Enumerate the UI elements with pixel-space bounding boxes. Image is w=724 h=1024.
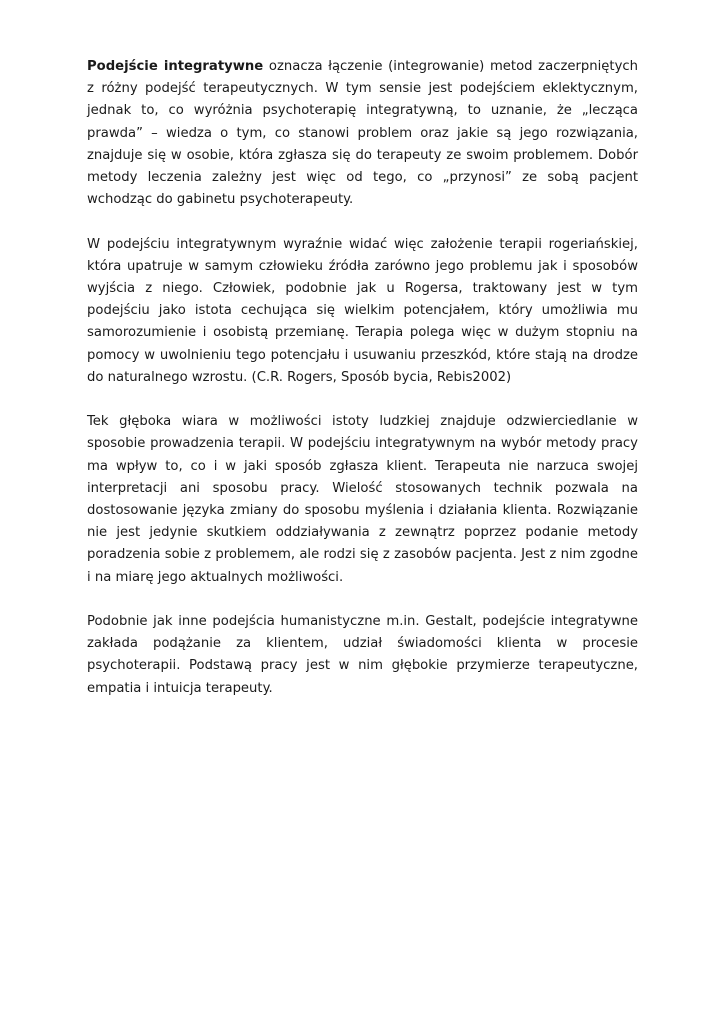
paragraph-4	[87, 611, 638, 700]
paragraph-2	[87, 234, 638, 389]
document-body	[87, 56, 638, 722]
paragraph-2-text: W podejściu integratywnym wyraźnie widać więc założenie terapii rogeriańskiej, która upatruje w samym człowieku źródła zarówno jego problemu jak i sposobów wyjścia z niego. Człowiek, podobnie jak u Rogersa, traktowany jest w tym podejściu jako istota cechująca się wielkim potencjałem, który umożliwia mu samorozumienie i osobistą przemianę. Terapia polega więc w dużym stopniu na pomocy w uwolnieniu tego potencjału i usuwaniu przeszkód, które stają na drodze do naturalnego wzrostu. (C.R. Rogers, Sposób bycia, Rebis2002)	[87, 236, 638, 385]
paragraph-4-text: Podobnie jak inne podejścia humanistyczne m.in. Gestalt, podejście integratywne zakłada podążanie za klientem, udział świadomości klienta w procesie psychoterapii. Podstawą pracy jest w nim głębokie przymierze terapeutyczne, empatia i intuicja terapeuty.	[87, 614, 638, 696]
paragraph-3	[87, 411, 638, 589]
paragraph-1-lead: Podejście integratywne	[87, 59, 264, 74]
paragraph-3-text: Tek głęboka wiara w możliwości istoty ludzkiej znajduje odzwierciedlanie w sposobie prowadzenia terapii. W podejściu integratywnym na wybór metody pracy ma wpływ to, co i w jaki sposób zgłasza klient. Terapeuta nie narzuca swojej interpretacji ani sposobu pracy. Wielość stosowanych technik pozwala na dostosowanie języka zmiany do sposobu myślenia i działania klienta. Rozwiązanie nie jest jedynie skutkiem oddziaływania z zewnątrz poprzez podanie metody poradzenia sobie z problemem, ale rodzi się z zasobów pacjenta. Jest z nim zgodne i na miarę jego aktualnych możliwości.	[87, 414, 638, 585]
paragraph-1	[87, 56, 638, 211]
paragraph-1-text: oznacza łączenie (integrowanie) metod zaczerpniętych z różny podejść terapeutycznych. W tym sensie jest podejściem eklektycznym, jednak to, co wyróżnia psychoterapię integratywną, to uznanie, że „lecząca prawda” – wiedza o tym, co stanowi problem oraz jakie są jego rozwiązania, znajduje się w osobie, która zgłasza się do terapeuty ze swoim problemem. Dobór metody leczenia zależny jest więc od tego, co „przynosi” ze sobą pacjent wchodząc do gabinetu psychoterapeuty.	[87, 59, 638, 208]
